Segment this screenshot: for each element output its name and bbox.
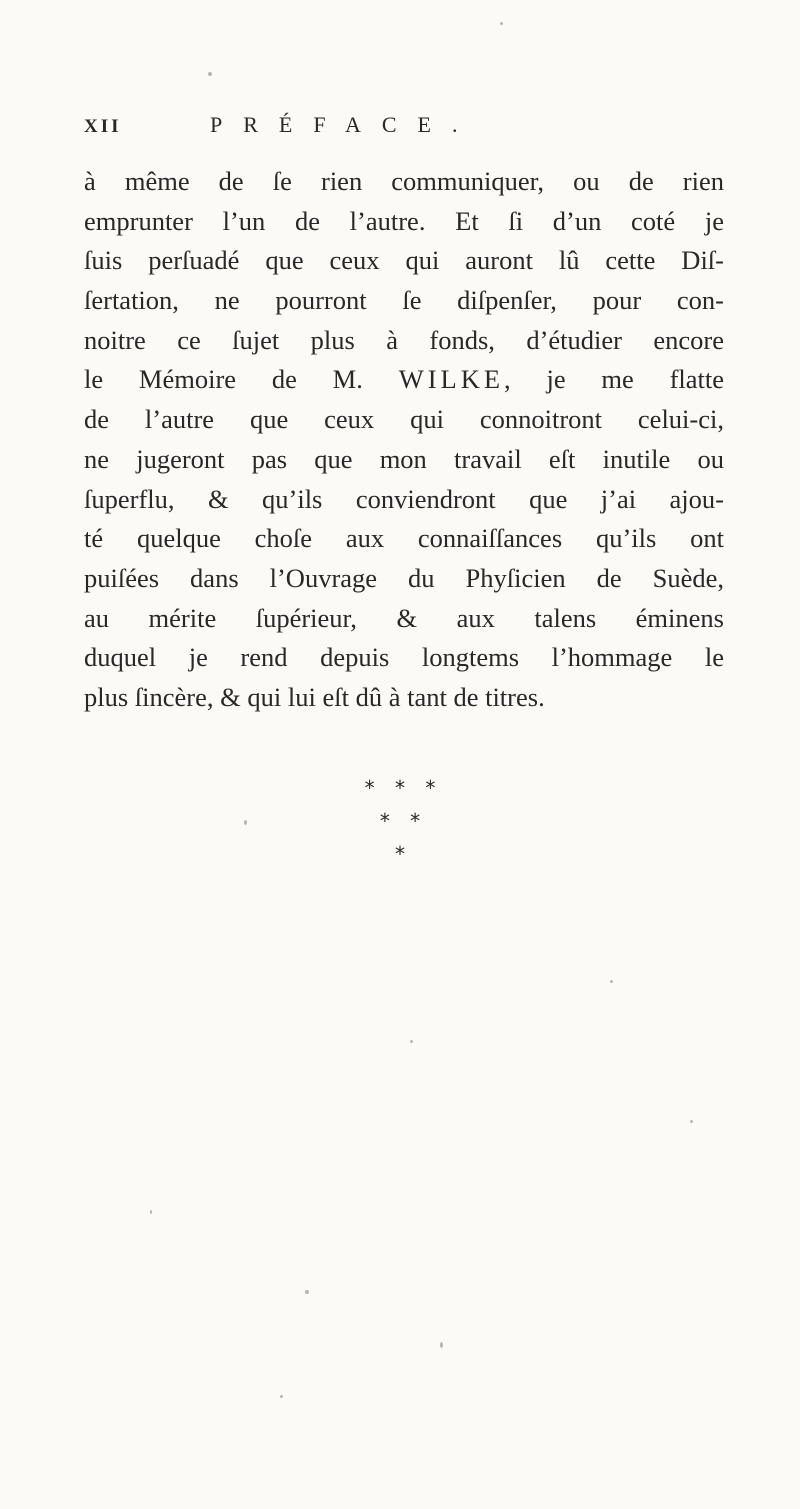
text-line: ne jugeront pas que mon travail eſt inutile ou (84, 443, 724, 474)
text-line: ſuperflu, & qu’ils conviendront que j’ai ajou- (84, 483, 724, 514)
paper-speck (280, 1395, 283, 1398)
text-segment: le Mémoire de M. (84, 364, 363, 395)
paper-speck (440, 1342, 443, 1348)
paper-speck (208, 72, 212, 76)
asterisk-icon: * (364, 776, 375, 800)
text-line: duquel je rend depuis longtems l’hommage le (84, 642, 724, 673)
text-line: à même de ſe rien communiquer, ou de rien (84, 166, 724, 196)
text-line: ſertation, ne pourront ſe diſpenſer, pour con- (84, 285, 724, 316)
paper-speck (244, 820, 247, 825)
paper-speck (150, 1210, 152, 1214)
paper-speck (690, 1120, 693, 1123)
text-line-with-author (84, 360, 724, 400)
text-line: noitre ce ſujet plus à fonds, d’étudier encore (84, 324, 724, 355)
author-name: WILKE (398, 364, 505, 395)
text-line: au mérite ſupérieur, & aux talens éminens (84, 602, 724, 633)
text-line: de l’autre que ceux qui connoitront celui-ci, (84, 404, 724, 435)
page-number: XII (84, 116, 122, 137)
asterisk-ornament (300, 772, 500, 871)
asterisk-icon: * (379, 809, 390, 833)
ornament-row (300, 838, 500, 871)
paper-speck (305, 1290, 309, 1294)
text-line: té quelque choſe aux connaiſſances qu’ils ont (84, 523, 724, 554)
ornament-row (300, 772, 500, 805)
text-line: ſuis perſuadé que ceux qui auront lû cette Diſ- (84, 245, 724, 276)
paper-speck (410, 1040, 413, 1043)
ornament-row (300, 805, 500, 838)
asterisk-icon: * (425, 776, 436, 800)
asterisk-icon: * (395, 776, 405, 800)
running-head-title: PRÉFACE. (210, 112, 479, 137)
text-line: plus ſincère, & qui lui eſt dû à tant de titres. (84, 681, 545, 712)
running-head (84, 112, 724, 148)
paper-speck (610, 980, 613, 983)
paper-speck (500, 22, 503, 25)
text-line: emprunter l’un de l’autre. Et ſi d’un coté je (84, 205, 724, 236)
preface-paragraph (84, 162, 724, 718)
text-line: puiſées dans l’Ouvrage du Phyſicien de Suède, (84, 562, 724, 593)
text-segment: , je me flatte (504, 364, 725, 395)
asterisk-icon: * (395, 842, 405, 866)
asterisk-icon: * (410, 809, 421, 833)
